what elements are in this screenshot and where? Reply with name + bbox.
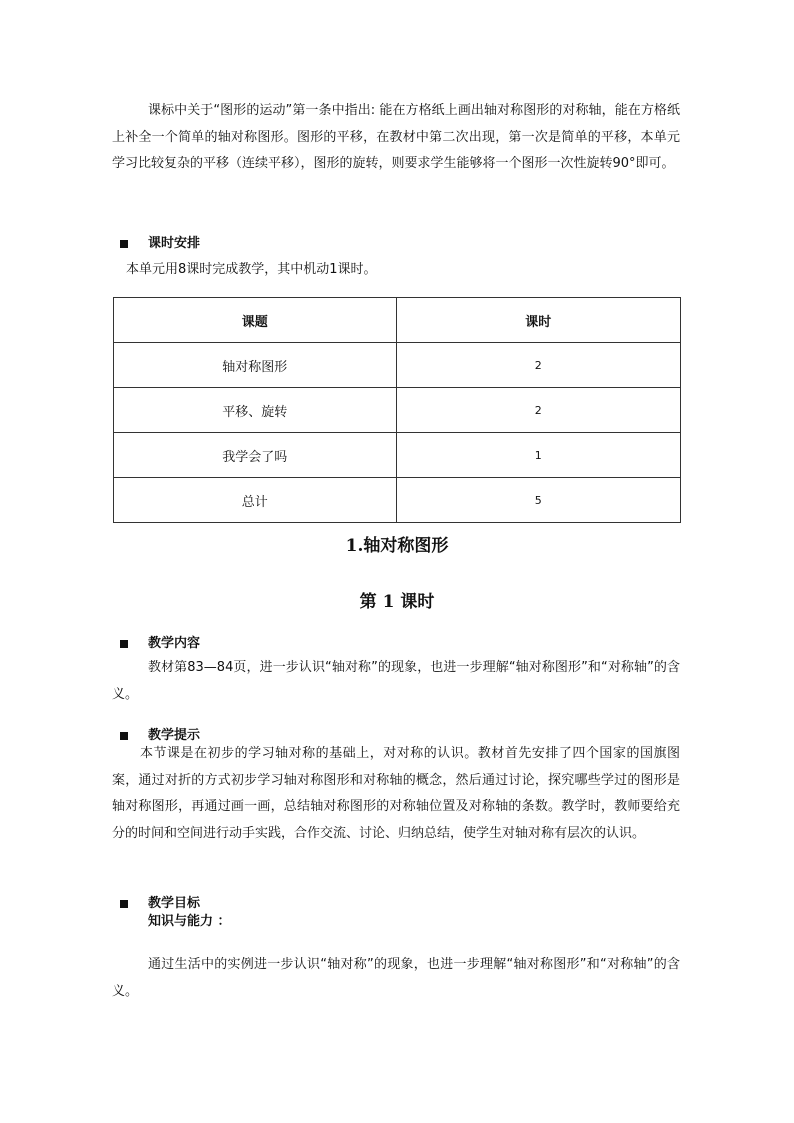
schedule-heading: [120, 236, 200, 252]
goals-heading-label: 教学目标: [148, 896, 201, 911]
table-cell-hours: 1: [396, 433, 680, 478]
table-row: [114, 433, 681, 478]
table-header-row: [114, 298, 681, 343]
lesson-title: 第 1 课时: [359, 592, 435, 612]
bullet-square-icon: [120, 240, 128, 248]
intro-paragraph: 课标中关于“图形的运动”第一条中指出: 能在方格纸上画出轴对称图形的对称轴，能在方格纸上补全一个简单的轴对称图形。图形的平移，在教材中第二次出现，第一次是简单的平移，本单元学习比较复杂的平移（连续平移），图形的旋转，则要求学生能够将一个图形一次性旋转90°即可。: [112, 103, 680, 171]
table-cell-topic: 平移、旋转: [114, 388, 397, 433]
section-title: 1.轴对称图形: [345, 536, 449, 556]
bullet-square-icon: [120, 900, 128, 908]
table-header-topic: 课题: [114, 298, 397, 343]
goals-heading: [120, 896, 200, 912]
goals-paragraph: 通过生活中的实例进一步认识“轴对称”的现象，也进一步理解“轴对称图形”和“对称轴”的含义。: [112, 957, 680, 999]
table-header-hours: 课时: [396, 298, 680, 343]
bullet-square-icon: [120, 640, 128, 648]
schedule-heading-label: 课时安排: [148, 236, 201, 251]
content-heading: [120, 636, 200, 652]
hints-heading-label: 教学提示: [148, 728, 201, 743]
goals-subheading: 知识与能力 ：: [148, 914, 231, 929]
schedule-table: [113, 297, 681, 523]
content-paragraph: 教材第83—84页，进一步认识“轴对称”的现象，也进一步理解“轴对称图形”和“对称轴”的含义。: [112, 660, 680, 702]
table-row: [114, 478, 681, 523]
table-row: [114, 343, 681, 388]
bullet-square-icon: [120, 732, 128, 740]
content-heading-label: 教学内容: [148, 636, 201, 651]
table-cell-topic: 我学会了吗: [114, 433, 397, 478]
table-cell-hours: 5: [396, 478, 680, 523]
table-row: [114, 388, 681, 433]
table-cell-hours: 2: [396, 388, 680, 433]
table-cell-hours: 2: [396, 343, 680, 388]
hints-paragraph: 本节课是在初步的学习轴对称的基础上，对对称的认识。教材首先安排了四个国家的国旗图案，通过对折的方式初步学习轴对称图形和对称轴的概念，然后通过讨论，探究哪些学过的图形是轴对称图形，再通过画一画，总结轴对称图形的对称轴位置及对称轴的条数。教学时，教师要给充分的时间和空间进行动手实践，合作交流、讨论、归纳总结，使学生对轴对称有层次的认识。: [112, 746, 680, 841]
table-cell-topic: 总计: [114, 478, 397, 523]
schedule-note: 本单元用8课时完成教学，其中机动1课时。: [126, 262, 377, 277]
table-cell-topic: 轴对称图形: [114, 343, 397, 388]
